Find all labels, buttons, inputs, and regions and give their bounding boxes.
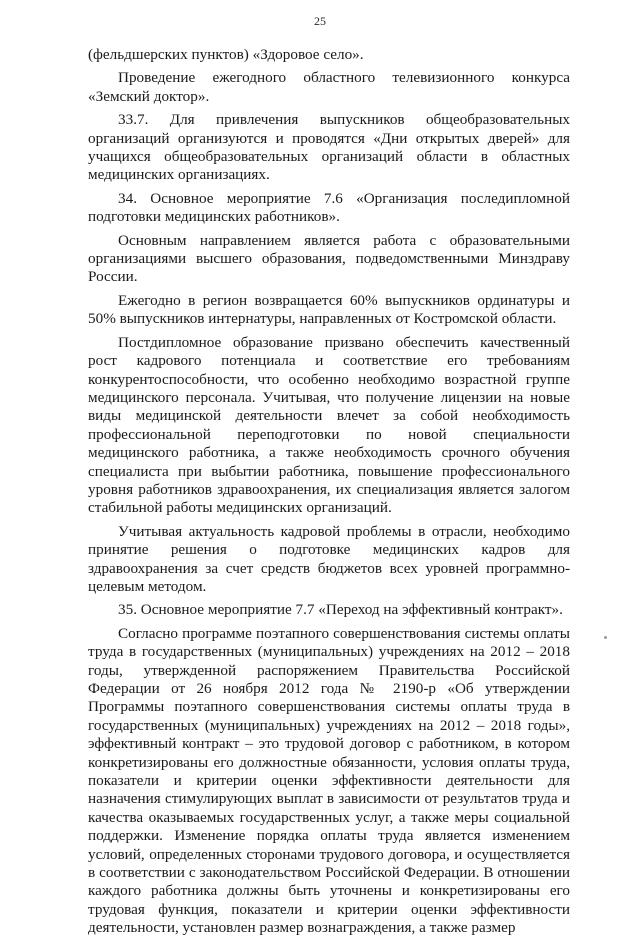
paragraph-35-heading: 35. Основное мероприятие 7.7 «Переход на эффективный контракт». [118,601,563,619]
paragraph-main-direction: Основным направлением является работа с образовательными организациями высшего образования, подведомственными Минздраву России. [88,231,570,286]
paragraph-effective-contract: Согласно программе поэтапного совершенствования системы оплаты труда в государственных (муниципальных) учреждениях на 2012 – 2018 годы, утвержденной распоряжением Правительства Российской Федерации от 26 ноября 2012 года № 2190-р «Об утверждении Программы поэтапного совершенствования системы оплаты труда в государственных (муниципальных) учреждениях на 2012 – 2018 годы», эффективный контракт – это трудовой договор с работником, в котором конкретизированы его должностные обязанности, условия оплаты труда, показатели и критерии оценки эффективности деятельности для назначения стимулирующих выплат в зависимости от результатов труда и качества оказываемых государственных услуг, а также меры социальной поддержки. Изменение порядка оплаты труда является изменением условий, определенных сторонами трудового договора, и осуществляется в соответствии с законодательством Российской Федерации. В отношении каждого работника должны быть уточнены и конкретизированы его трудовая функция, показатели и критерии оценки эффективности деятельности, установлен размер вознаграждения, а также размер [88,624,570,937]
paragraph-graduates-return: Ежегодно в регион возвращается 60% выпускников ординатуры и 50% выпускников интернатуры, направленных от Костромской области. [88,291,570,328]
paragraph-34-heading: 34. Основное мероприятие 7.6 «Организация последипломной подготовки медицинских работников». [88,189,570,226]
scan-speck [604,636,607,639]
document-body [88,46,570,943]
paragraph-zemsky-doktor: Проведение ежегодного областного телевизионного конкурса «Земский доктор». [88,69,570,105]
paragraph-postgraduate-education: Постдипломное образование призвано обеспечить качественный рост кадрового потенциала и соответствие его требованиям конкурентоспособности, что особенно необходимо возрастной группе медицинского персонала. Учитывая, что получение лицензии на новые виды медицинской деятельности влечет за собой необходимость профессиональной переподготовки по новой специальности медицинского работника, а также необходимость срочного обучения специалиста при выбытии работника, повышение профессионального уровня работников здравоохранения, их специализация является залогом стабильной работы медицинских организаций. [88,333,570,517]
paragraph-staffing-problem: Учитывая актуальность кадровой проблемы в отрасли, необходимо принятие решения о подготовке медицинских кадров для здравоохранения за счет средств бюджетов всех уровней программно-целевым методом. [88,522,570,595]
paragraph-33-7: 33.7. Для привлечения выпускников общеобразовательных организаций организуются и проводятся «Дни открытых дверей» для учащихся общеобразовательных организаций области в областных медицинских организациях. [88,111,570,184]
paragraph-continuation: (фельдшерских пунктов) «Здоровое село». [88,46,364,63]
page-number: 25 [314,14,326,28]
